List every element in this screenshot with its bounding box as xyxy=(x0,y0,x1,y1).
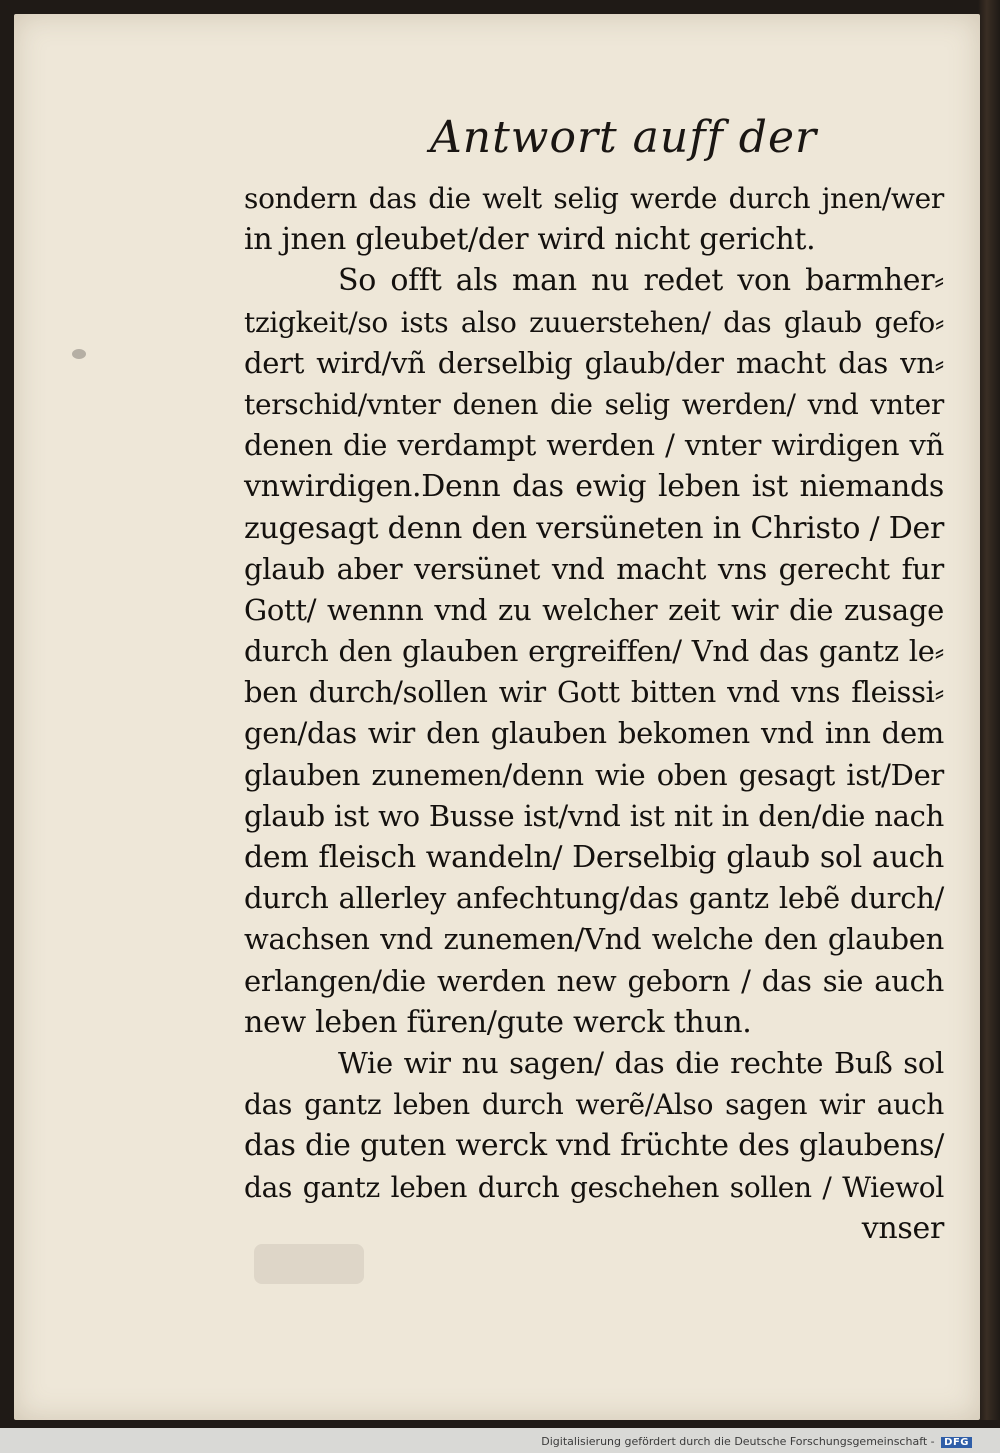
text-line: So offt als man nu redet von barmher⸗ xyxy=(338,263,944,299)
text-line: glauben zunemen/denn wie oben gesagt ist/Der xyxy=(244,757,944,792)
credit-text: Digitalisierung gefördert durch die Deutsche Forschungsgemeinschaft - xyxy=(541,1435,935,1448)
text-line: gen/das wir den glauben bekomen vnd inn dem xyxy=(244,716,944,751)
digitization-credit xyxy=(541,1435,972,1448)
text-line: durch allerley anfechtung/das gantz lebẽ durch/ xyxy=(244,881,944,916)
text-line: new leben füren/gute werck thun. xyxy=(244,1004,752,1040)
text-line: glaub aber versünet vnd macht vns gerecht fur xyxy=(244,551,944,586)
text-line: dem fleisch wandeln/ Derselbig glaub sol auch xyxy=(244,840,944,875)
text-line: Gott/ wennn vnd zu welcher zeit wir die zusage xyxy=(244,592,944,627)
text-line: glaub ist wo Busse ist/vnd ist nit in den/die nach xyxy=(244,798,944,833)
text-line: in jnen gleubet/der wird nicht gericht. xyxy=(244,222,816,258)
text-line: sondern das die welt selig werde durch jnen/wer xyxy=(244,182,944,215)
text-line: das gantz leben durch werẽ/Also sagen wir auch xyxy=(244,1088,944,1122)
text-line: Wie wir nu sagen/ das die rechte Buß sol xyxy=(338,1045,944,1080)
text-line: ben durch/sollen wir Gott bitten vnd vns fleissi⸗ xyxy=(244,675,944,710)
ink-smudge xyxy=(72,349,86,359)
dfg-logo: DFG xyxy=(941,1437,972,1448)
text-line: zugesagt denn den versüneten in Christo / Der xyxy=(244,510,944,546)
text-line: terschid/vnter denen die selig werden/ vnd vnter xyxy=(244,387,944,421)
text-line: tzigkeit/so ists also zuuerstehen/ das glaub gefo⸗ xyxy=(244,305,944,339)
text-line: das die guten werck vnd früchte des glaubens/ xyxy=(244,1128,944,1164)
text-line: denen die verdampt werden / vnter wirdigen vñ xyxy=(244,428,944,463)
running-head: Antwort auff der xyxy=(430,112,818,163)
text-line: vnwirdigen.Denn das ewig leben ist niemands xyxy=(244,469,944,505)
text-line: dert wird/vñ derselbig glaub/der macht das vn⸗ xyxy=(244,345,944,380)
text-line: erlangen/die werden new geborn / das sie auch xyxy=(244,963,944,998)
text-line: wachsen vnd zunemen/Vnd welche den glauben xyxy=(244,922,944,957)
catchword: vnser xyxy=(861,1210,944,1246)
text-line: durch den glauben ergreiffen/ Vnd das gantz le⸗ xyxy=(244,634,944,669)
show-through-stain xyxy=(254,1244,364,1284)
text-line: das gantz leben durch geschehen sollen / Wiewol xyxy=(244,1170,944,1204)
body-text xyxy=(244,178,944,1249)
page-edge xyxy=(978,0,1000,1420)
